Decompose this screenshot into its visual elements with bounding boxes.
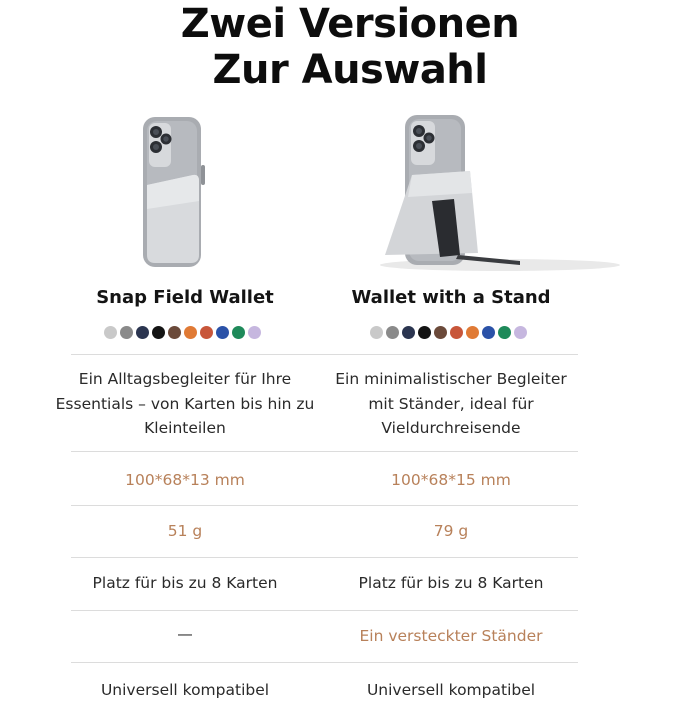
color-swatch[interactable] <box>498 326 511 339</box>
divider <box>71 610 578 611</box>
color-swatch[interactable] <box>184 326 197 339</box>
dimensions-right: 100*68*15 mm <box>391 471 511 489</box>
product-name-wallet-with-stand: Wallet with a Stand <box>351 287 551 308</box>
compatibility-left: Universell kompatibel <box>100 681 270 699</box>
page-title-line-2: Zur Auswahl <box>212 47 488 93</box>
divider <box>71 505 578 506</box>
compatibility-right: Universell kompatibel <box>366 681 536 699</box>
color-swatch[interactable] <box>136 326 149 339</box>
stand-feature-right: Ein versteckter Ständer <box>359 627 543 645</box>
card-capacity-right: Platz für bis zu 8 Karten <box>358 574 544 592</box>
card-capacity-left: Platz für bis zu 8 Karten <box>92 574 278 592</box>
color-swatch[interactable] <box>104 326 117 339</box>
weight-right: 79 g <box>433 522 469 540</box>
wallet-with-stand-image <box>370 105 640 280</box>
color-swatch[interactable] <box>466 326 479 339</box>
snap-field-wallet-image <box>125 105 245 280</box>
color-swatches-left <box>104 326 261 339</box>
color-swatch[interactable] <box>200 326 213 339</box>
color-swatch[interactable] <box>232 326 245 339</box>
color-swatch[interactable] <box>216 326 229 339</box>
color-swatches-right <box>370 326 527 339</box>
dimensions-left: 100*68*13 mm <box>125 471 245 489</box>
divider <box>71 451 578 452</box>
color-swatch[interactable] <box>514 326 527 339</box>
page-title-line-1: Zwei Versionen <box>180 1 520 47</box>
description-right: Ein minimalistischer Begleiter mit Ständer, ideal für Vieldurchreisende <box>335 370 567 437</box>
divider <box>71 662 578 663</box>
color-swatch[interactable] <box>152 326 165 339</box>
color-swatch[interactable] <box>168 326 181 339</box>
divider <box>71 557 578 558</box>
color-swatch[interactable] <box>434 326 447 339</box>
description-left: Ein Alltagsbegleiter für Ihre Essentials – von Karten bis hin zu Kleinteilen <box>55 370 315 437</box>
color-swatch[interactable] <box>418 326 431 339</box>
color-swatch[interactable] <box>402 326 415 339</box>
weight-left: 51 g <box>167 522 203 540</box>
color-swatch[interactable] <box>386 326 399 339</box>
color-swatch[interactable] <box>248 326 261 339</box>
color-swatch[interactable] <box>370 326 383 339</box>
stand-feature-left: — <box>177 625 193 643</box>
divider <box>71 354 578 355</box>
color-swatch[interactable] <box>120 326 133 339</box>
product-name-snap-field-wallet: Snap Field Wallet <box>96 287 274 308</box>
color-swatch[interactable] <box>482 326 495 339</box>
color-swatch[interactable] <box>450 326 463 339</box>
